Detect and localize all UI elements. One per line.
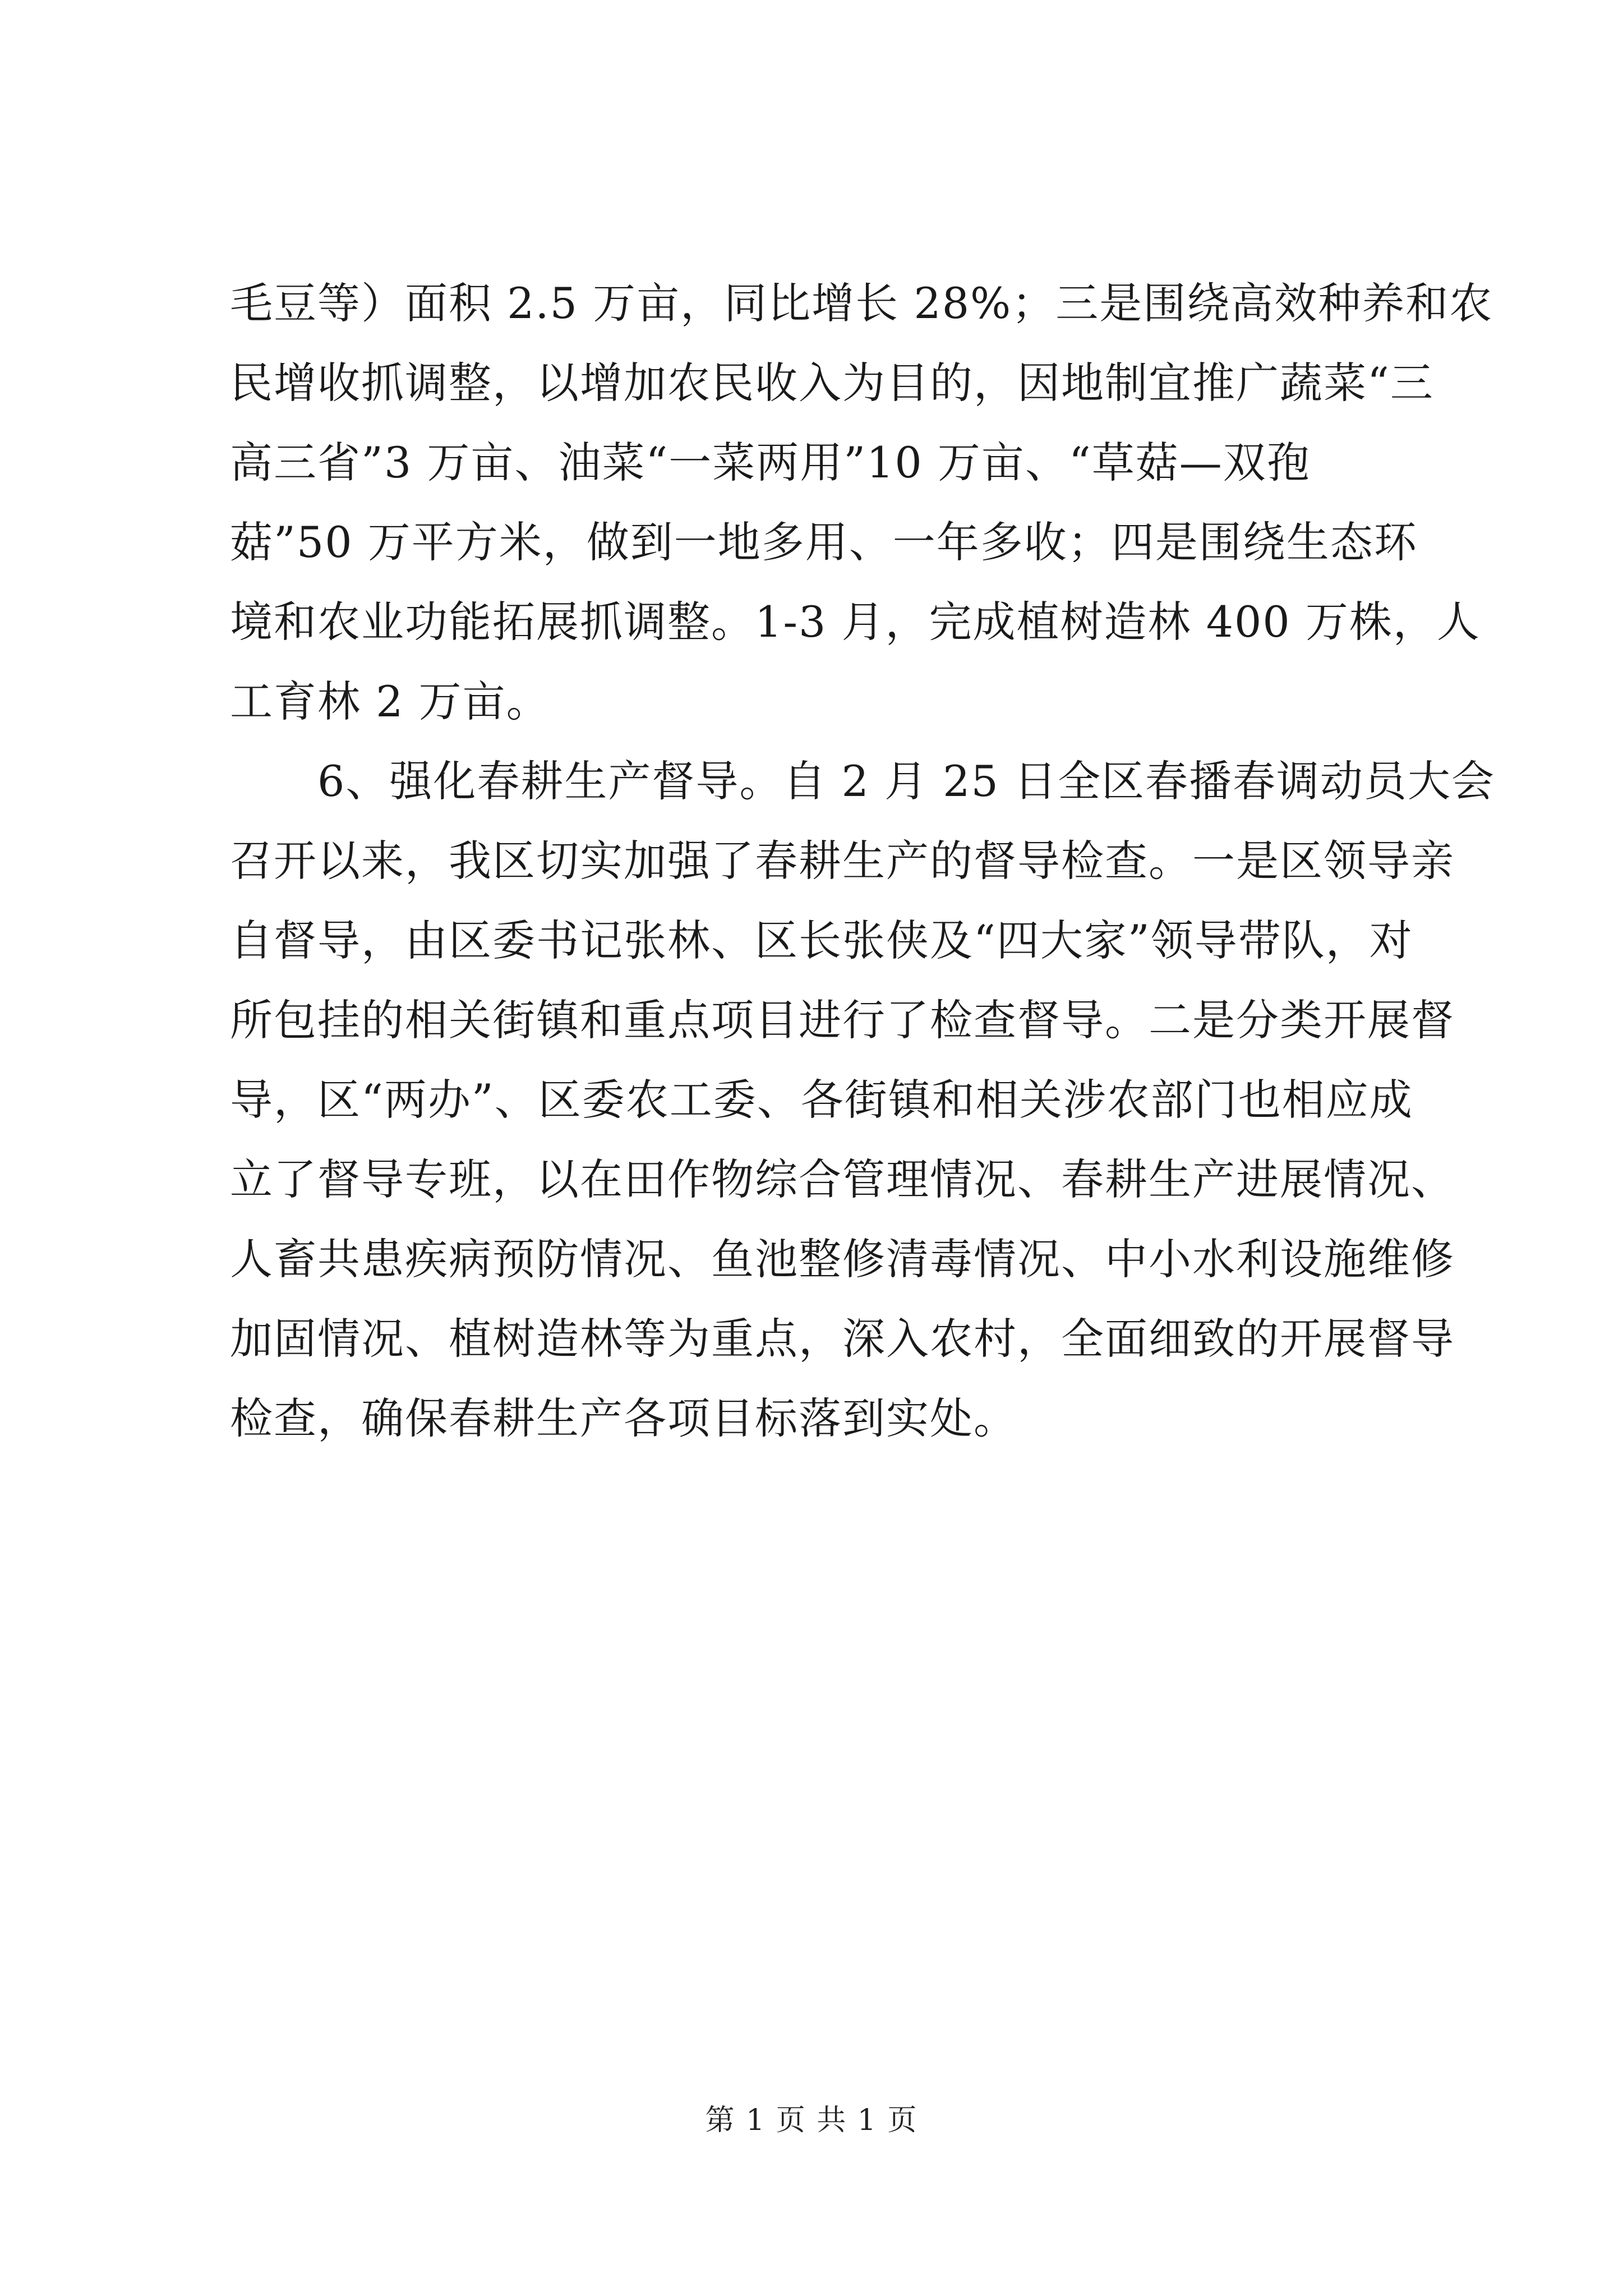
text-line: 所包挂的相关街镇和重点项目进行了检查督导。二是分类开展督	[230, 995, 1455, 1045]
text-line: 立了督导专班，以在田作物综合管理情况、春耕生产进展情况、	[230, 1154, 1455, 1204]
text-line: 菇”50 万平方米，做到一地多用、一年多收；四是围绕生态环	[230, 517, 1418, 567]
text-line: 召开以来，我区切实加强了春耕生产的督导检查。一是区领导亲	[230, 836, 1455, 886]
text-line: 导，区“两办”、区委农工委、各街镇和相关涉农部门也相应成	[230, 1075, 1413, 1125]
text-line: 自督导，由区委书记张林、区长张侠及“四大家”领导带队，对	[230, 915, 1413, 965]
text-line: 加固情况、植树造林等为重点，深入农村，全面细致的开展督导	[230, 1314, 1455, 1364]
text-line: 毛豆等）面积 2.5 万亩，同比增长 28%；三是围绕高效种养和农	[230, 278, 1493, 328]
text-line: 工育林 2 万亩。	[230, 677, 550, 726]
paragraph-1	[230, 264, 1493, 742]
text-line: 民增收抓调整，以增加农民收入为目的，因地制宜推广蔬菜“三	[230, 358, 1434, 408]
text-line: 人畜共患疾病预防情况、鱼池整修清毒情况、中小水利设施维修	[230, 1234, 1455, 1284]
text-line: 检查，确保春耕生产各项目标落到实处。	[230, 1393, 1017, 1443]
text-line: 6、强化春耕生产督导。自 2 月 25 日全区春播春调动员大会	[230, 756, 1496, 806]
text-line: 境和农业功能拓展抓调整。1-3 月，完成植树造林 400 万株，人	[230, 597, 1481, 647]
paragraph-2	[230, 742, 1496, 1458]
document-body	[230, 264, 1496, 1458]
text-line: 高三省”3 万亩、油菜“一菜两用”10 万亩、“草菇—双孢	[230, 438, 1311, 487]
page-footer: 第 1 页 共 1 页	[705, 2104, 918, 2137]
